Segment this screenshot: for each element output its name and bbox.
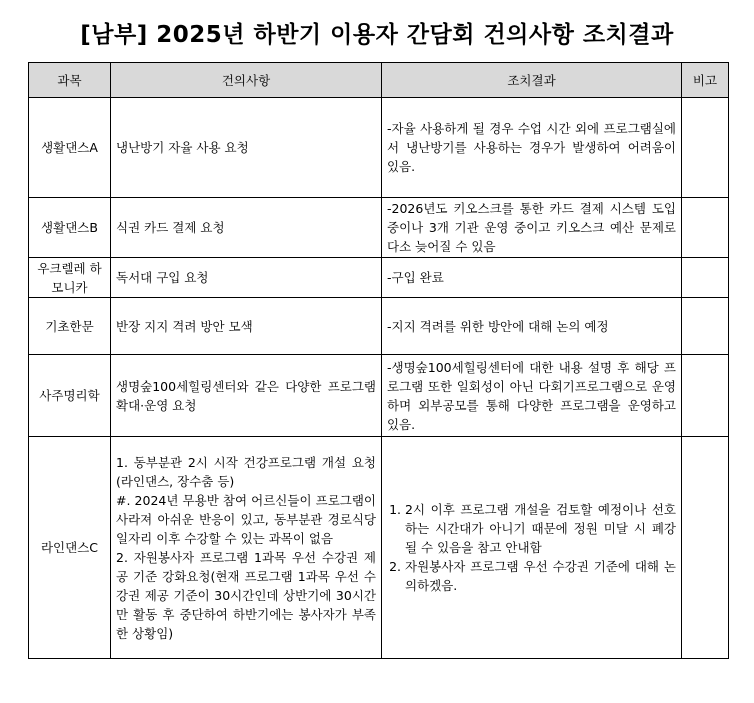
header-subject: 과목 — [29, 63, 111, 98]
result-list — [387, 500, 676, 595]
table-row — [29, 437, 729, 659]
suggestion-line: 1. 동부분관 2시 시작 건강프로그램 개설 요청(라인댄스, 장수춤 등) — [116, 454, 376, 489]
note-cell — [682, 437, 729, 659]
result-cell: -2026년도 키오스크를 통한 카드 결제 시스템 도입 중이나 3개 기관 운영 중이고 키오스크 예산 문제로 다소 늦어질 수 있음 — [382, 198, 682, 258]
suggestion-line: #. 2024년 무용반 참여 어르신들이 프로그램이 사라져 아쉬운 반응이 있고, 동부분관 경로식당 일자리 이후 수강할 수 있는 과목이 없음 — [116, 492, 376, 546]
table-row — [29, 355, 729, 437]
suggestion-cell: 냉난방기 자율 사용 요청 — [111, 98, 382, 198]
table-row — [29, 258, 729, 298]
note-cell — [682, 98, 729, 198]
result-item: 2. 자원봉사자 프로그램 우선 수강권 기준에 대해 논의하겠음. — [405, 557, 676, 595]
suggestion-cell: 식권 카드 결제 요청 — [111, 198, 382, 258]
header-result: 조치결과 — [382, 63, 682, 98]
table-row — [29, 298, 729, 355]
result-cell — [382, 437, 682, 659]
header-suggestion: 건의사항 — [111, 63, 382, 98]
table-row — [29, 98, 729, 198]
page-title: [남부] 2025년 하반기 이용자 간담회 건의사항 조치결과 — [80, 22, 674, 48]
subject-cell: 라인댄스C — [29, 437, 111, 659]
subject-cell: 생활댄스B — [29, 198, 111, 258]
suggestion-cell — [111, 437, 382, 659]
result-cell: -구입 완료 — [382, 258, 682, 298]
suggestion-cell: 반장 지지 격려 방안 모색 — [111, 298, 382, 355]
note-cell — [682, 355, 729, 437]
results-table — [28, 62, 729, 659]
subject-cell: 기초한문 — [29, 298, 111, 355]
table-row — [29, 198, 729, 258]
result-cell: -지지 격려를 위한 방안에 대해 논의 예정 — [382, 298, 682, 355]
result-cell: -생명숲100세힐링센터에 대한 내용 설명 후 해당 프로그램 또한 일회성이 아닌 다회기프로그램으로 운영하며 외부공모를 통해 다양한 프로그램을 운영하고 있음. — [382, 355, 682, 437]
subject-cell: 생활댄스A — [29, 98, 111, 198]
result-item: 1. 2시 이후 프로그램 개설을 검토할 예정이나 선호하는 시간대가 아니기 때문에 정원 미달 시 폐강 될 수 있음을 참고 안내함 — [405, 500, 676, 557]
suggestion-line: 2. 자원봉사자 프로그램 1과목 우선 수강권 제공 기준 강화요청(현재 프로그램 1과목 우선 수강권 제공 기준이 30시간인데 상반기에 30시간만 활동 후 중단하여 하반기에는 봉사자가 부족한 상황임) — [116, 549, 376, 641]
note-cell — [682, 198, 729, 258]
note-cell — [682, 298, 729, 355]
note-cell — [682, 258, 729, 298]
subject-cell: 사주명리학 — [29, 355, 111, 437]
header-row — [29, 63, 729, 98]
result-cell: -자율 사용하게 될 경우 수업 시간 외에 프로그램실에서 냉난방기를 사용하는 경우가 발생하여 어려움이 있음. — [382, 98, 682, 198]
header-note: 비고 — [682, 63, 729, 98]
subject-cell: 우크렐레 하모니카 — [29, 258, 111, 298]
suggestion-cell: 독서대 구입 요청 — [111, 258, 382, 298]
suggestion-cell: 생명숲100세힐링센터와 같은 다양한 프로그램 확대·운영 요청 — [111, 355, 382, 437]
